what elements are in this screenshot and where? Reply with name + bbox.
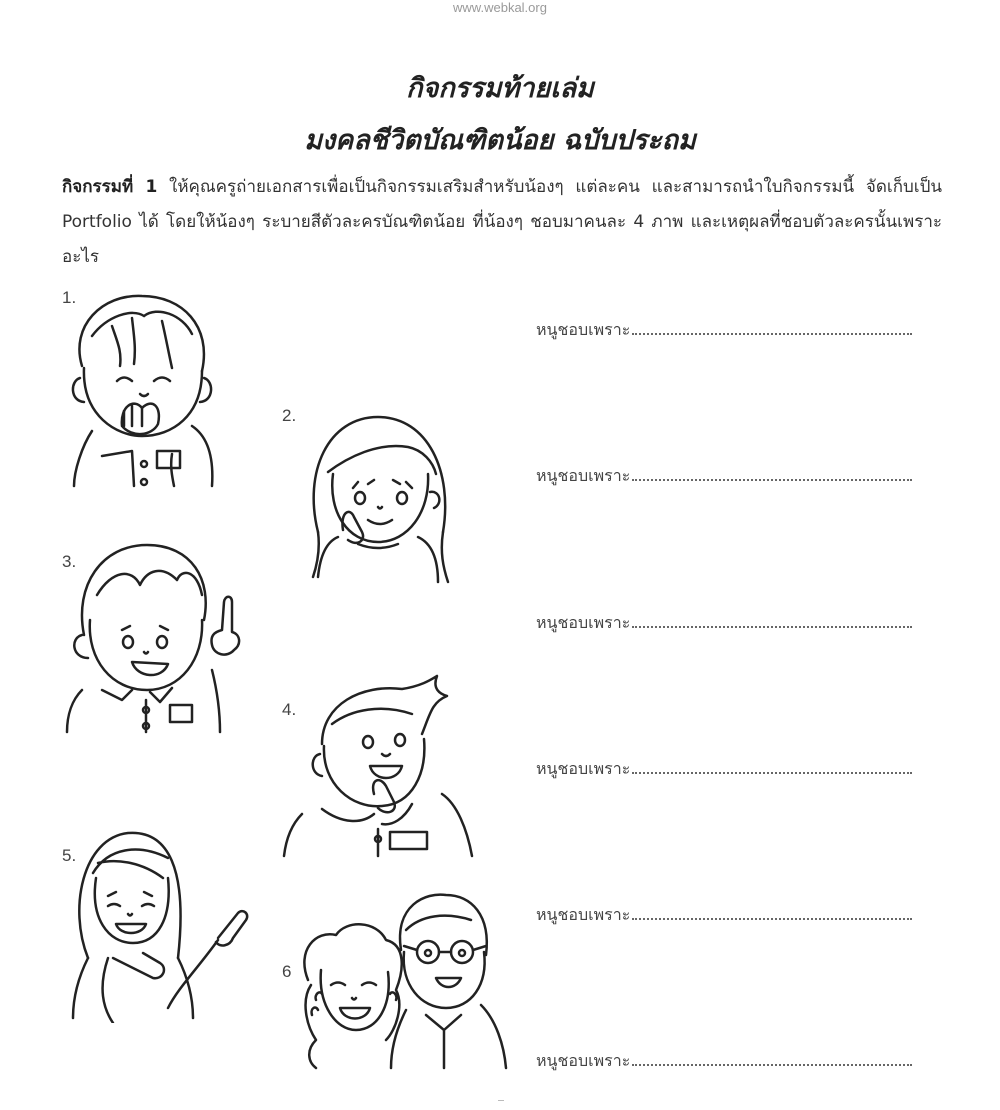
activity-text: ให้คุณครูถ่ายเอกสารเพื่อเป็นกิจกรรมเสริมสำหรับน้องๆ แต่ละคน และสามารถนำใบกิจกรรมนี้ จัดเก็บเป็น Portfolio ได้ โดยให้น้องๆ ระบายสีตัวละครบัณฑิตน้อย ที่น้องๆ ชอบมาคนละ 4 ภาพ และเหตุผลที่ชอบตัวละครนั้นเพราะอะไร	[62, 177, 942, 267]
activity-heading: กิจกรรมที่ 1	[62, 177, 158, 197]
answer-dotted-line-5	[632, 904, 912, 920]
page-title: กิจกรรมท้ายเล่ม	[406, 73, 594, 104]
item-number-1: 1.	[62, 288, 77, 307]
answer-line-5[interactable]	[536, 903, 938, 928]
answer-label-5: หนูชอบเพราะ	[536, 905, 631, 924]
answer-label-1: หนูชอบเพราะ	[536, 320, 631, 339]
answer-label-6: หนูชอบเพราะ	[536, 1051, 631, 1070]
character-girl-thinking	[298, 412, 458, 587]
item-number-2: 2.	[282, 406, 297, 425]
character-boy-pointing-up	[62, 540, 247, 735]
character-woman-pointing	[68, 828, 253, 1023]
character-elderly-couple	[296, 890, 511, 1070]
watermark: www.webkal.org	[453, 0, 547, 15]
answer-dotted-line-6	[632, 1050, 912, 1066]
answer-dotted-line-2	[632, 465, 912, 481]
item-number-3: 3.	[62, 552, 77, 571]
character-boy-hand-on-mouth	[62, 286, 222, 496]
answer-label-2: หนูชอบเพราะ	[536, 466, 631, 485]
item-number-4: 4.	[282, 700, 297, 719]
answer-line-1[interactable]	[536, 318, 938, 343]
character-boy-thinking	[282, 674, 477, 859]
answer-label-4: หนูชอบเพราะ	[536, 759, 631, 778]
answer-label-3: หนูชอบเพราะ	[536, 613, 631, 632]
answer-line-4[interactable]	[536, 757, 938, 782]
answer-line-2[interactable]	[536, 464, 938, 489]
activity-instructions	[62, 170, 942, 275]
page-footer-mark	[498, 1100, 504, 1107]
answer-dotted-line-1	[632, 319, 912, 335]
answer-line-6[interactable]	[536, 1049, 938, 1074]
item-number-5: 5.	[62, 846, 77, 865]
answer-line-3[interactable]	[536, 611, 938, 636]
answer-dotted-line-4	[632, 758, 912, 774]
answer-dotted-line-3	[632, 612, 912, 628]
item-number-6: 6	[282, 962, 292, 981]
page-subtitle: มงคลชีวิตบัณฑิตน้อย ฉบับประถม	[304, 125, 696, 156]
